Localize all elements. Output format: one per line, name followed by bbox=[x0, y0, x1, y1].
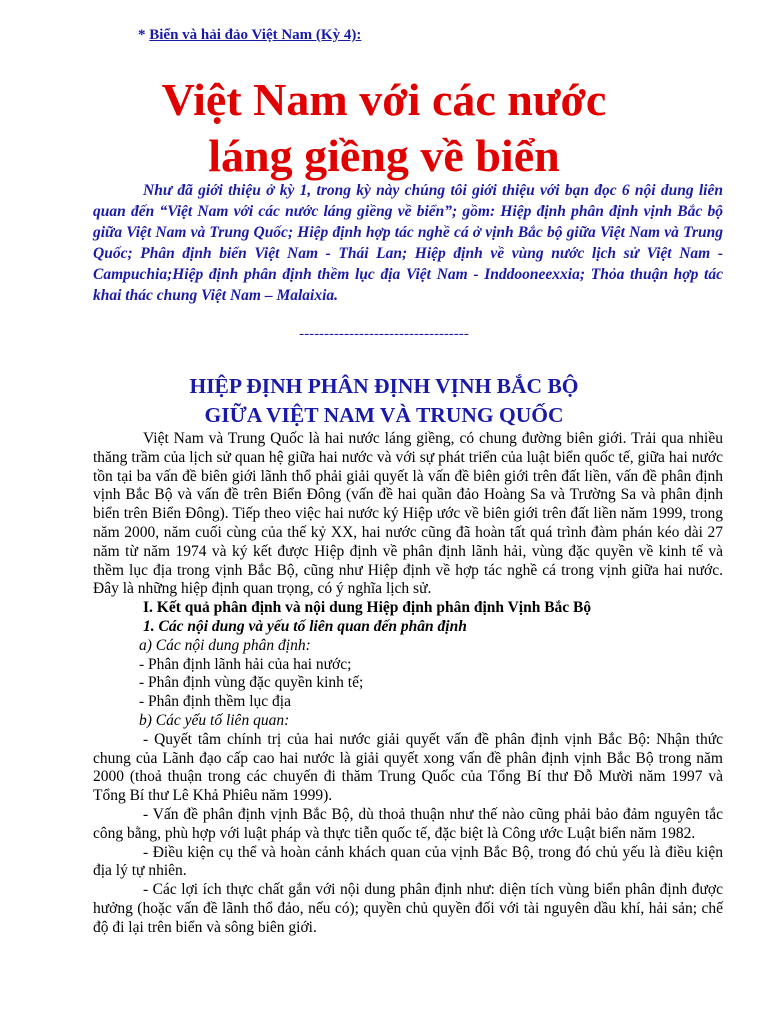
section-title-line-1: HIỆP ĐỊNH PHÂN ĐỊNH VỊNH BẮC BỘ bbox=[189, 374, 579, 398]
list-b-item: - Vấn đề phân định vịnh Bắc Bộ, dù thoả thuận như thế nào cũng phải bảo đảm nguyên tắc công bằng, phù hợp với luật pháp và thực tiễn quốc tế, đặc biệt là Công ước Luật biển năm 1982. bbox=[93, 805, 723, 842]
title-line-2: láng giềng về biển bbox=[208, 130, 560, 181]
item-a: a) Các nội dung phân định: bbox=[139, 636, 311, 654]
list-a-item: - Phân định thềm lục địa bbox=[139, 693, 291, 711]
page-title bbox=[0, 72, 768, 184]
item-b: b) Các yếu tố liên quan: bbox=[139, 711, 290, 729]
list-a-item: - Phân định vùng đặc quyền kinh tế; bbox=[139, 674, 364, 692]
list-b-item: - Các lợi ích thực chất gắn với nội dung phân định như: diện tích vùng biển phân định được hưởng (hoặc vấn đề lãnh thổ đảo, nếu có); quyền chủ quyền đối với tài nguyên dầu khí, hải sản; chế độ đi lại trên biển và sông biên giới. bbox=[93, 881, 723, 936]
heading-1: 1. Các nội dung và yếu tố liên quan đến phân định bbox=[143, 617, 467, 635]
title-line-1: Việt Nam với các nước bbox=[161, 74, 607, 125]
article-body bbox=[93, 430, 723, 938]
paragraph-1: Việt Nam và Trung Quốc là hai nước láng giềng, có chung đường biên giới. Trải qua nhiều thăng trầm của lịch sử quan hệ giữa hai nước và với sự phát triển của luật biển quốc tế, giữa hai nước tồn tại ba vấn đề biên giới lãnh thổ phải giải quyết là vấn đề biên giới trên đất liền, vấn đề phân định vịnh Bắc Bộ và vấn đề trên Biển Đông (vấn đề hai quần đảo Hoàng Sa và Trường Sa và phân định biển trên Biển Đông). Tiếp theo việc hai nước ký Hiệp ước về biên giới trên đất liền năm 1999, trong năm 2000, năm cuối cùng của thế kỷ XX, hai nước cũng đã hoàn tất quá trình đàm phán kéo dài 27 năm từ năm 1974 và ký kết được Hiệp định về phân định lãnh hải, vùng đặc quyền về kinh tế và thềm lục địa trong vịnh Bắc Bộ, cũng như Hiệp định về hợp tác nghề cá trong vịnh giữa hai nước. Đây là những hiệp định quan trọng, có ý nghĩa lịch sử. bbox=[93, 430, 723, 598]
section-title bbox=[0, 372, 768, 430]
intro-paragraph: Như đã giới thiệu ở kỳ 1, trong kỳ này chúng tôi giới thiệu với bạn đọc 6 nội dung liên quan đến “Việt Nam với các nước láng giềng về biển”; gồm: Hiệp định phân định vịnh Bắc bộ giữa Việt Nam và Trung Quốc; Hiệp định hợp tác nghề cá ở vịnh Bắc bộ giữa Việt Nam và Trung Quốc; Phân định biển Việt Nam - Thái Lan; Hiệp định về vùng nước lịch sử Việt Nam - Campuchia;Hiệp định phân định thềm lục địa Việt Nam - Inddooneexxia; Thỏa thuận hợp tác khai thác chung Việt Nam – Malaixia. bbox=[93, 182, 723, 304]
section-title-line-2: GIỮA VIỆT NAM VÀ TRUNG QUỐC bbox=[204, 403, 564, 427]
list-b-item: - Điều kiện cụ thể và hoàn cảnh khách quan của vịnh Bắc Bộ, trong đó chủ yếu là điều kiện địa lý tự nhiên. bbox=[93, 843, 723, 880]
heading-I: I. Kết quả phân định và nội dung Hiệp định phân định Vịnh Bắc Bộ bbox=[143, 599, 592, 617]
divider: ---------------------------------- bbox=[299, 326, 469, 342]
list-a-item: - Phân định lãnh hải của hai nước; bbox=[139, 655, 352, 673]
series-header bbox=[138, 27, 361, 44]
series-link[interactable]: Biển và hải đảo Việt Nam (Kỳ 4): bbox=[149, 27, 362, 43]
bullet-star: * bbox=[138, 27, 146, 43]
list-b-item: - Quyết tâm chính trị của hai nước giải quyết vấn đề phân định vịnh Bắc Bộ: Nhận thức chung của Lãnh đạo cấp cao hai nước là giải quyết xong vấn đề phân định vịnh Bắc Bộ trong năm 2000 (thoả thuận trong các chuyến đi thăm Trung Quốc của Tổng Bí thư Đỗ Mười năm 1997 và Tổng Bí thư Lê Khả Phiêu năm 1999). bbox=[93, 730, 723, 805]
